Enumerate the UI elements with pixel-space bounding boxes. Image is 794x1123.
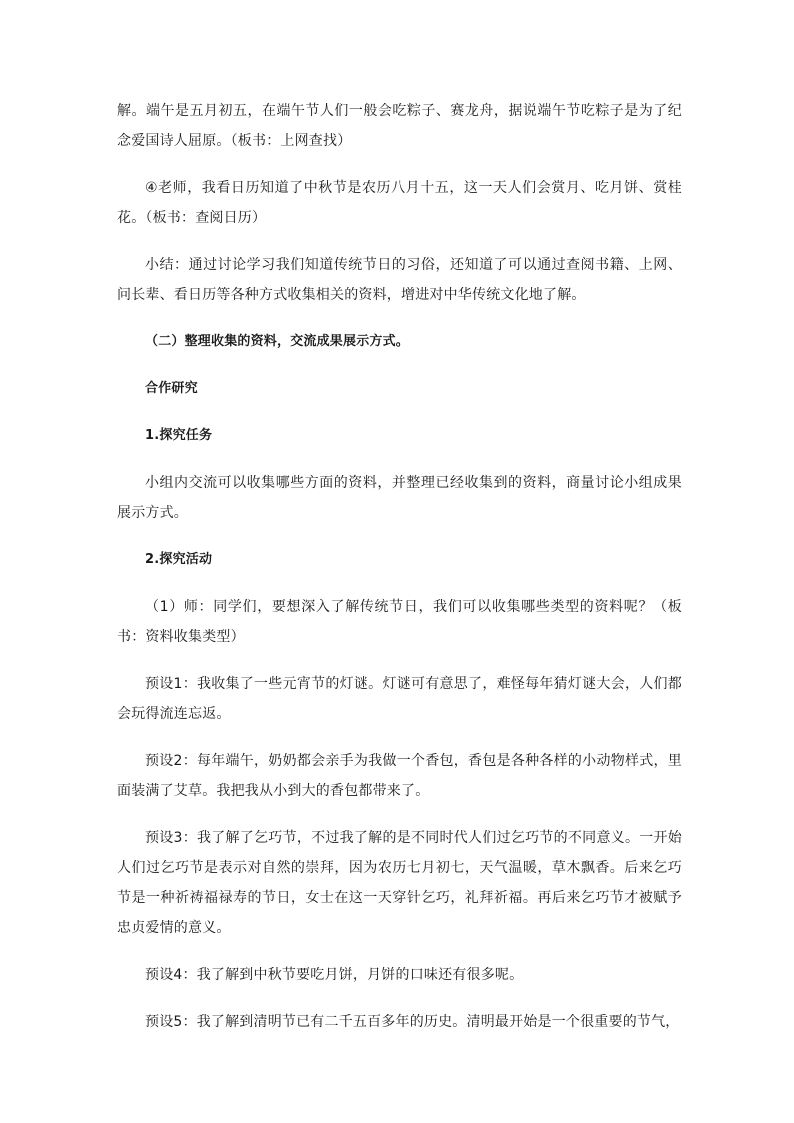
section-heading: （二）整理收集的资料，交流成果展示方式。: [145, 334, 410, 349]
activity-question: （1）师：同学们，要想深入了解传统节日，我们可以收集哪些类型的资料呢？（板书：资料收集类型）: [117, 599, 682, 645]
preset-3: 预设3：我了解了乞巧节，不过我了解的是不同时代人们过乞巧节的不同意义。一开始人们过乞巧节是表示对自然的崇拜，因为农历七月初七，天气温暖，草木飘香。后来乞巧节是一种祈祷福禄寿的节日，女士在这一天穿针乞巧，礼拜祈福。再后来乞巧节才被赋予忠贞爱情的意义。: [117, 830, 682, 936]
preset-2: 预设2：每年端午，奶奶都会亲手为我做一个香包，香包是各种各样的小动物样式，里面装满了艾草。我把我从小到大的香包都带来了。: [117, 753, 682, 799]
document-body: [117, 96, 682, 1054]
paragraph-summary: 小结：通过讨论学习我们知道传统节日的习俗，还知道了可以通过查阅书籍、上网、问长辈、看日历等各种方式收集相关的资料，增进对中华传统文化地了解。: [117, 257, 682, 303]
preset-4: 预设4：我了解到中秋节要吃月饼，月饼的口味还有很多呢。: [145, 967, 524, 983]
task-text: 小组内交流可以收集哪些方面的资料，并整理已经收集到的资料，商量讨论小组成果展示方式。: [117, 475, 682, 521]
activity-heading: 2.探究活动: [145, 552, 213, 567]
paragraph-dragon-boat: 解。端午是五月初五，在端午节人们一般会吃粽子、赛龙舟，据说端午节吃粽子是为了纪念爱国诗人屈原。（板书：上网查找）: [117, 103, 682, 149]
sub-heading: 合作研究: [145, 381, 198, 396]
paragraph-mid-autumn: ④老师，我看日历知道了中秋节是农历八月十五，这一天人们会赏月、吃月饼、赏桂花。（板书：查阅日历）: [117, 180, 682, 226]
preset-1: 预设1：我收集了一些元宵节的灯谜。灯谜可有意思了，难怪每年猜灯谜大会，人们都会玩得流连忘返。: [117, 676, 682, 722]
preset-5: 预设5：我了解到清明节已有二千五百多年的历史。清明最开始是一个很重要的节气，: [145, 1014, 680, 1030]
task-heading: 1.探究任务: [145, 428, 213, 443]
